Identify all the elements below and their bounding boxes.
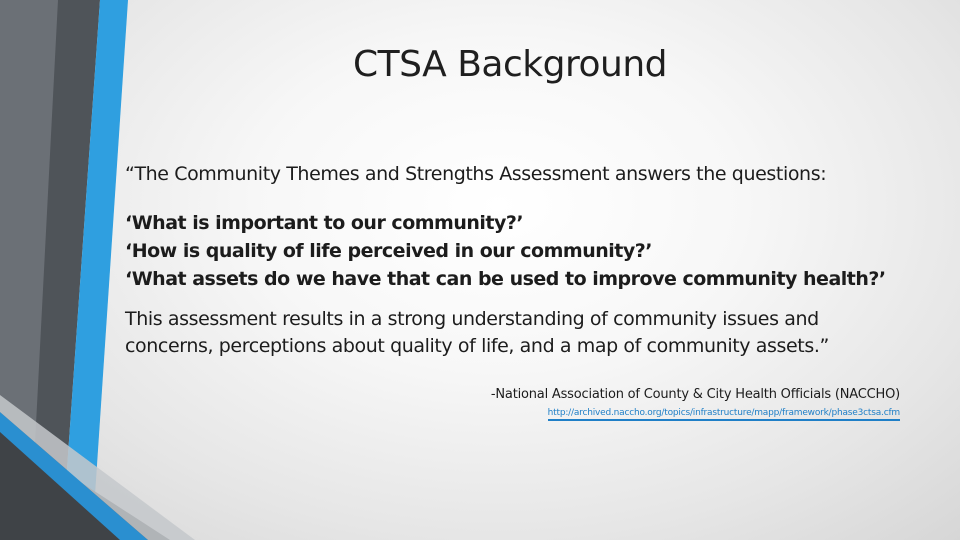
attribution-text: -National Association of County & City Health Officials (NACCHO) <box>490 387 900 402</box>
summary-text: This assessment results in a strong understanding of community issues and concerns, perceptions about quality of life, and a map of community assets.” <box>125 308 829 357</box>
slide-title: CTSA Background <box>353 44 667 85</box>
intro-text: “The Community Themes and Strengths Assessment answers the questions: <box>125 163 827 185</box>
question-item: ‘How is quality of life perceived in our community?’ <box>125 240 652 262</box>
source-link[interactable]: http://archived.naccho.org/topics/infrastructure/mapp/framework/phase3ctsa.cfm <box>548 408 900 421</box>
question-item: ‘What assets do we have that can be used to improve community health?’ <box>125 268 886 290</box>
question-item: ‘What is important to our community?’ <box>125 212 524 234</box>
question-list <box>125 209 915 293</box>
